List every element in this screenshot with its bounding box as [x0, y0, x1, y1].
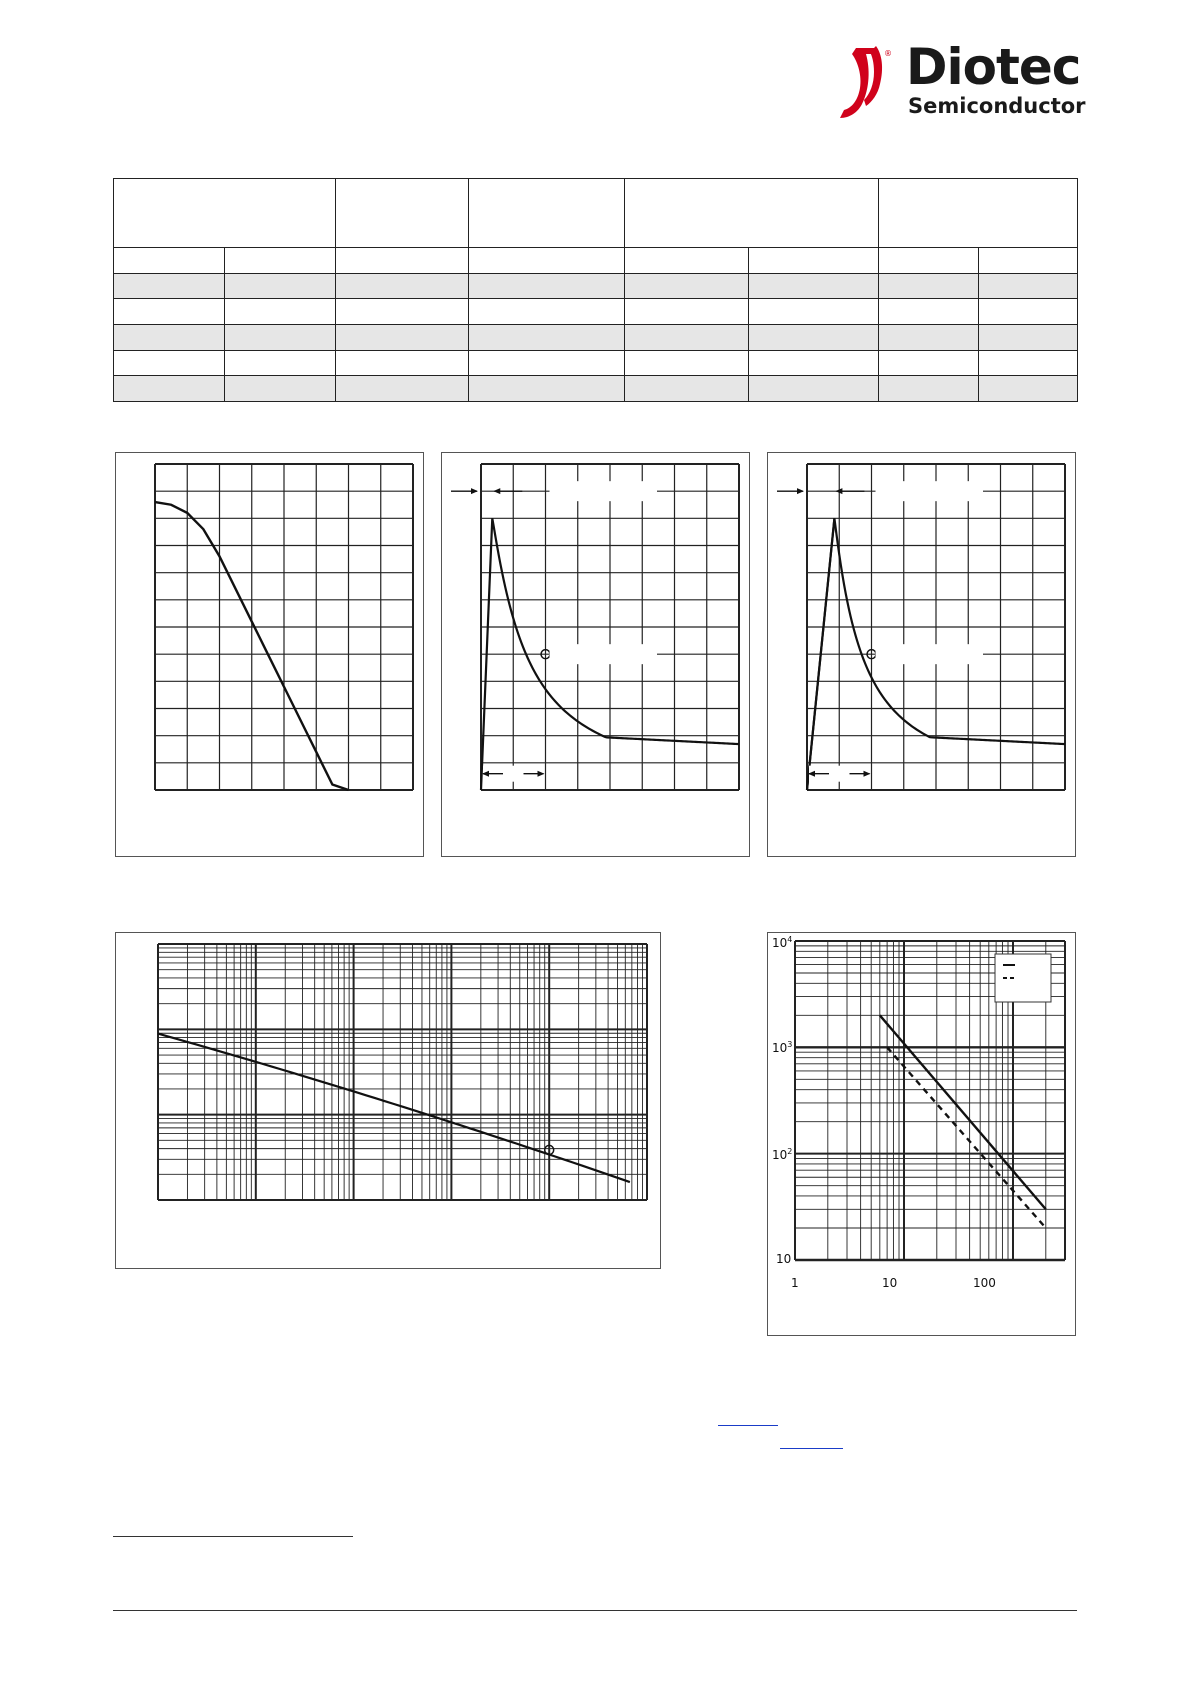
- table-row: [114, 273, 1078, 299]
- table-header-row: [114, 179, 1078, 248]
- table-cell: [114, 299, 225, 325]
- table-cell: [625, 324, 749, 350]
- y-tick-label: $10^3$: [772, 1040, 793, 1055]
- table-subheader-row: [114, 247, 1078, 273]
- table-cell: [979, 376, 1078, 402]
- y-tick-label: $10^4$: [772, 935, 793, 950]
- table-cell: [469, 376, 625, 402]
- y-tick-label: $10^2$: [772, 1147, 793, 1162]
- table-cell: [225, 350, 336, 376]
- table-cell: [114, 376, 225, 402]
- table-header-cell: [114, 179, 336, 248]
- table-cell: [225, 273, 336, 299]
- table-cell: [114, 273, 225, 299]
- table-cell: [879, 350, 979, 376]
- chart-pulse-1: [442, 453, 748, 855]
- table-cell: [114, 247, 225, 273]
- chart-derating-frame: [115, 452, 424, 857]
- svg-text:®: ®: [884, 49, 892, 58]
- x-tick-label: 100: [973, 1276, 996, 1290]
- table-cell: [469, 247, 625, 273]
- table-cell: [469, 273, 625, 299]
- table-cell: [749, 247, 879, 273]
- table-row: [114, 299, 1078, 325]
- table-cell: [336, 273, 469, 299]
- spec-table: [113, 178, 1078, 402]
- table-cell: [879, 324, 979, 350]
- table-cell: [749, 350, 879, 376]
- chart-pulse-1-frame: [441, 452, 750, 857]
- link-underline[interactable]: [718, 1425, 778, 1426]
- chart-pulse-2-frame: [767, 452, 1076, 857]
- label-area: [876, 644, 984, 664]
- table-cell: [336, 376, 469, 402]
- diotec-logo: [836, 38, 1086, 120]
- table-cell: [625, 273, 749, 299]
- table-cell: [336, 299, 469, 325]
- table-cell: [469, 324, 625, 350]
- table-header-cell: [879, 179, 1078, 248]
- table-cell: [625, 376, 749, 402]
- table-cell: [749, 376, 879, 402]
- label-area: [876, 481, 984, 501]
- label-area: [550, 481, 658, 501]
- x-tick-label: 1: [791, 1276, 799, 1290]
- chart-loglog-wide: [116, 933, 659, 1267]
- dashed-series-line: [887, 1047, 1046, 1228]
- table-header-cell: [336, 179, 469, 248]
- table-cell: [469, 299, 625, 325]
- arrow-head: [471, 488, 478, 494]
- chart-derating: [116, 453, 422, 855]
- table-cell: [979, 299, 1078, 325]
- link-underline[interactable]: [780, 1448, 843, 1449]
- table-cell: [469, 350, 625, 376]
- y-tick-exponent: 2: [787, 1147, 793, 1156]
- table-cell: [749, 273, 879, 299]
- y-tick-exponent: 4: [787, 935, 793, 944]
- table-cell: [336, 324, 469, 350]
- table-cell: [114, 350, 225, 376]
- chart-capacitance-frame: [767, 932, 1076, 1336]
- data-series-line: [158, 1034, 630, 1182]
- table-cell: [979, 247, 1078, 273]
- table-cell: [879, 299, 979, 325]
- logo-subtitle: Semiconductor: [908, 94, 1086, 118]
- chart-loglog-wide-frame: [115, 932, 661, 1269]
- diotec-mark-icon: [836, 44, 898, 120]
- label-area: [550, 644, 658, 664]
- table-cell: [979, 273, 1078, 299]
- table-cell: [879, 273, 979, 299]
- table-cell: [879, 376, 979, 402]
- table-cell: [625, 350, 749, 376]
- y-tick-exponent: 3: [787, 1040, 793, 1049]
- table-row: [114, 350, 1078, 376]
- table-header-cell: [625, 179, 879, 248]
- x-tick-label: 10: [882, 1276, 898, 1290]
- arrow-head: [493, 488, 500, 494]
- table-cell: [749, 299, 879, 325]
- table-cell: [114, 324, 225, 350]
- table-cell: [336, 350, 469, 376]
- table-cell: [979, 350, 1078, 376]
- table-cell: [979, 324, 1078, 350]
- footer-rule: [113, 1610, 1077, 1611]
- table-cell: [225, 247, 336, 273]
- y-tick-label: 10: [776, 1252, 792, 1266]
- chart-capacitance: [768, 933, 1074, 1334]
- table-row: [114, 376, 1078, 402]
- table-cell: [225, 376, 336, 402]
- table-cell: [225, 324, 336, 350]
- chart-pulse-2: [768, 453, 1074, 855]
- table-cell: [749, 324, 879, 350]
- footnote-rule: [113, 1536, 353, 1537]
- table-cell: [879, 247, 979, 273]
- table-header-cell: [469, 179, 625, 248]
- table-cell: [625, 299, 749, 325]
- table-row: [114, 324, 1078, 350]
- table-cell: [625, 247, 749, 273]
- table-cell: [225, 299, 336, 325]
- table-cell: [336, 247, 469, 273]
- arrow-head: [797, 488, 804, 494]
- logo-brand: Diotec: [906, 38, 1081, 96]
